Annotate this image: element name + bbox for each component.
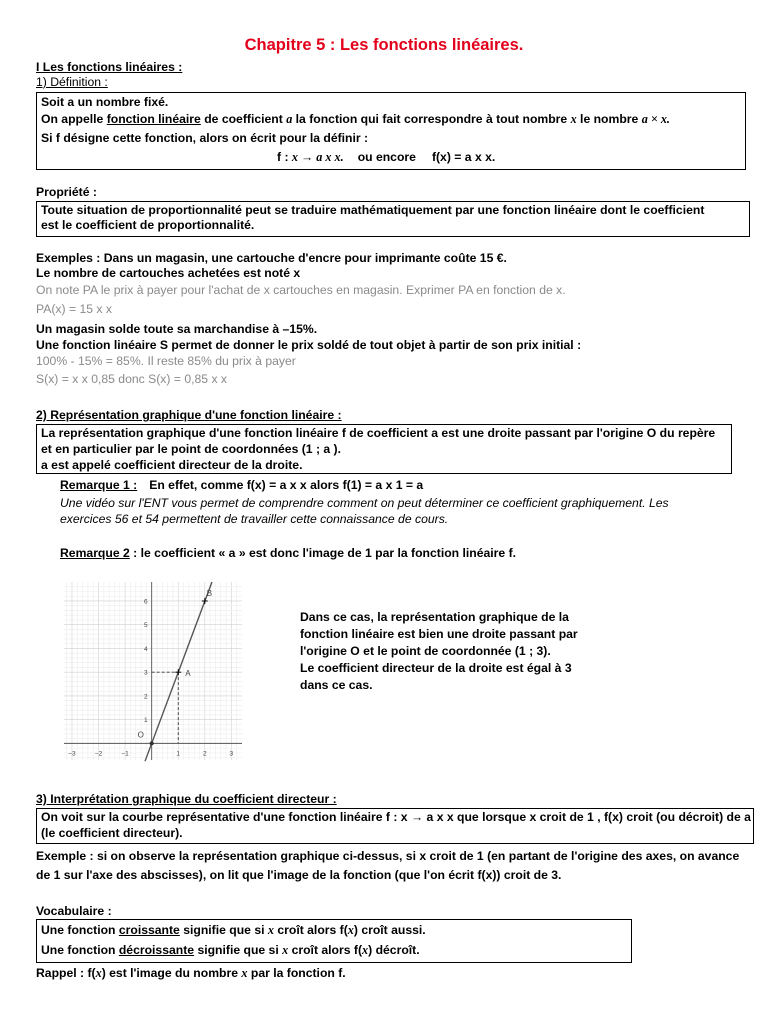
y-tick-label: 3	[144, 669, 148, 677]
y-tick-label: 5	[144, 622, 148, 630]
interpretation-line1: On voit sur la courbe représentative d'une fonction linéaire f : x → a x x que lorsque x croit de 1 , f(x) croit (ou décroit) de a	[41, 810, 751, 824]
remarque1-italic-line1: Une vidéo sur l'ENT vous permet de comprendre comment on peut déterminer ce coefficient graphiquement. Les	[60, 496, 669, 510]
vocabulaire-label: Vocabulaire :	[36, 904, 112, 918]
linear-function-graph	[58, 578, 248, 778]
exemples-line5: Un magasin solde toute sa marchandise à –15%.	[36, 322, 318, 336]
y-tick-label: 1	[144, 717, 148, 725]
definition-line3: Si f désigne cette fonction, alors on écrit pour la définir :	[41, 131, 369, 145]
exemples-line7: 100% - 15% = 85%. Il reste 85% du prix à payer	[36, 354, 296, 368]
definition-box	[36, 92, 746, 170]
representation-box	[36, 424, 732, 474]
section2-heading: 2) Représentation graphique d'une fonction linéaire :	[36, 408, 342, 422]
point-o-label: O	[137, 730, 144, 740]
exemples-line6: Une fonction linéaire S permet de donner le prix soldé de tout objet à partir de son prix initial :	[36, 338, 582, 352]
graph-grid	[64, 582, 242, 760]
section3-heading: 3) Interprétation graphique du coefficient directeur :	[36, 792, 337, 806]
x-tick-label: 2	[202, 750, 207, 758]
interpretation-box	[36, 808, 754, 844]
page-title: Chapitre 5 : Les fonctions linéaires.	[244, 36, 524, 54]
y-tick-label: 2	[144, 693, 148, 701]
definition-line4: f : x → a x x. ou encore f(x) = a x x.	[277, 150, 496, 164]
exemples-line3: On note PA le prix à payer pour l'achat de x cartouches en magasin. Exprimer PA en fonction de x.	[36, 283, 566, 297]
representation-line3: a est appelé coefficient directeur de la droite.	[41, 458, 303, 472]
graph-explanation-line4: Le coefficient directeur de la droite est égal à 3	[300, 661, 572, 675]
graph-explanation-line2: fonction linéaire est bien une droite passant par	[300, 627, 578, 641]
definition-heading	[36, 75, 108, 90]
definition-heading-text: 1) Définition :	[36, 75, 108, 89]
propriete-box	[36, 201, 750, 237]
graph-explanation-line1: Dans ce cas, la représentation graphique de la	[300, 610, 569, 624]
representation-line1: La représentation graphique d'une fonction linéaire f de coefficient a est une droite passant par l'origine O du repère	[41, 426, 716, 440]
interpretation-example-line1: Exemple : si on observe la représentation graphique ci-dessus, si x croit de 1 (en partant de l'origine des axes, on avance	[36, 849, 740, 863]
remarque1-italic-line2: exercices 56 et 54 permettent de travailler cette connaissance de cours.	[60, 512, 449, 526]
graph-explanation-line3: l'origine O et le point de coordonnée (1 ; 3).	[300, 644, 551, 658]
interpretation-line2: (le coefficient directeur).	[41, 826, 183, 840]
exemples-line4: PA(x) = 15 x x	[36, 302, 112, 316]
y-tick-label: 6	[144, 598, 148, 606]
x-tick-label: −1	[121, 750, 129, 758]
vocabulaire-line2: Une fonction décroissante signifie que si x croît alors f(x) décroît.	[41, 943, 420, 957]
x-tick-label: 3	[229, 750, 234, 758]
x-tick-label: −3	[68, 750, 76, 758]
propriete-line1: Toute situation de proportionnalité peut se traduire mathématiquement par une fonction linéaire dont le coefficient	[41, 203, 705, 217]
point-o-marker	[150, 741, 154, 745]
graph-explanation-line5: dans ce cas.	[300, 678, 373, 692]
propriete-label: Propriété :	[36, 185, 97, 199]
propriete-line2: est le coefficient de proportionnalité.	[41, 218, 255, 232]
exemples-line8: S(x) = x x 0,85 donc S(x) = 0,85 x x	[36, 372, 228, 386]
point-b-label: B	[206, 588, 213, 598]
definition-line2: On appelle fonction linéaire de coefficient a la fonction qui fait correspondre à tout nombre x le nombre a × x.	[41, 112, 670, 126]
y-tick-label: 4	[144, 645, 148, 653]
section1-heading: I Les fonctions linéaires :	[36, 60, 183, 74]
representation-line2: et en particulier par le point de coordonnées (1 ; a ).	[41, 442, 342, 456]
vocabulaire-box	[36, 919, 632, 963]
definition-line1: Soit a un nombre fixé.	[41, 95, 169, 109]
x-tick-label: 1	[176, 750, 181, 758]
point-a-label: A	[185, 669, 191, 679]
exemples-line1: Exemples : Dans un magasin, une cartouche d'encre pour imprimante coûte 15 €.	[36, 251, 507, 265]
exemples-line2: Le nombre de cartouches achetées est noté x	[36, 266, 301, 280]
vocabulaire-line1: Une fonction croissante signifie que si x croît alors f(x) croît aussi.	[41, 923, 426, 937]
x-tick-label: −2	[94, 750, 103, 758]
remarque2: Remarque 2 : le coefficient « a » est donc l'image de 1 par la fonction linéaire f.	[60, 546, 517, 560]
remarque1: Remarque 1 : En effet, comme f(x) = a x x alors f(1) = a x 1 = a	[60, 478, 424, 492]
rappel: Rappel : f(x) est l'image du nombre x par la fonction f.	[36, 966, 346, 980]
interpretation-example-line2: de 1 sur l'axe des abscisses), on lit que l'image de la fonction (que l'on écrit f(x)) croit de 3.	[36, 868, 562, 882]
